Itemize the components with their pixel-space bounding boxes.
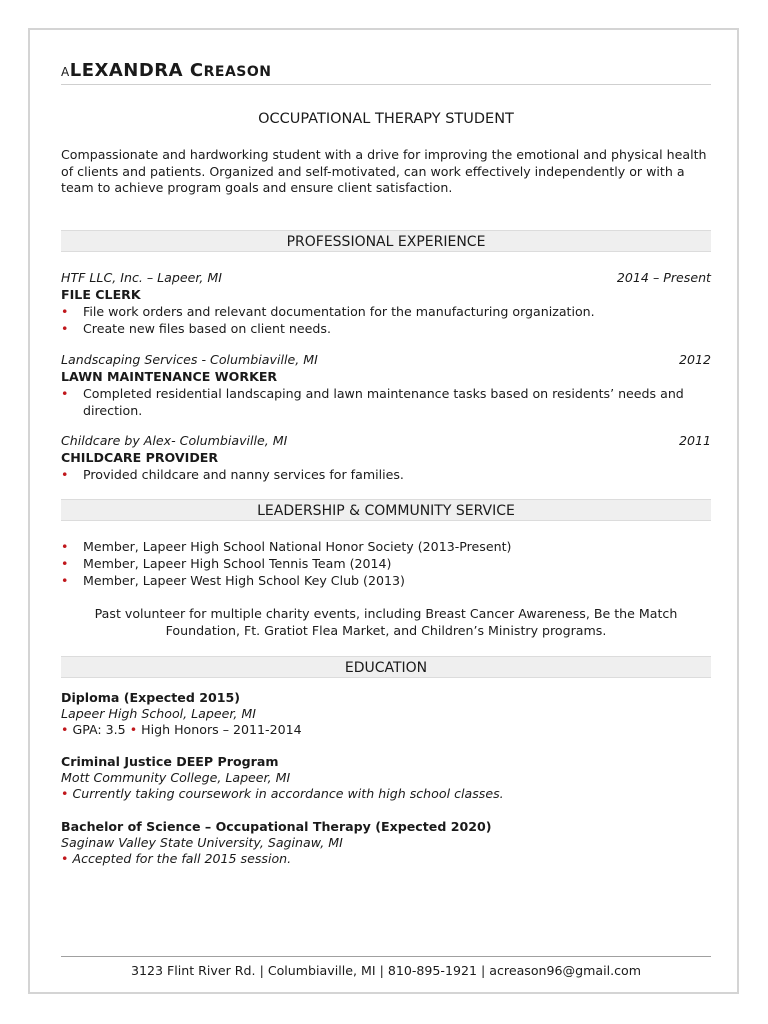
job-bullet: • Completed residential landscaping and lawn maintenance tasks based on residents’ needs and direction.	[61, 385, 711, 419]
job-dates: 2014 – Present	[616, 270, 711, 285]
job-org: Childcare by Alex- Columbiaville, MI	[61, 433, 288, 448]
job-title: CHILDCARE PROVIDER	[61, 450, 219, 465]
name-first-initial: A	[61, 65, 70, 79]
job-entry	[61, 269, 711, 337]
job-entry	[61, 351, 711, 419]
contact-footer	[61, 956, 711, 978]
section-experience: PROFESSIONAL EXPERIENCE	[61, 230, 711, 252]
section-leadership: LEADERSHIP & COMMUNITY SERVICE	[61, 499, 711, 521]
job-entry	[61, 432, 711, 483]
job-bullets	[61, 385, 711, 419]
candidate-name	[61, 60, 711, 85]
education-entry	[61, 819, 711, 867]
bullet-icon: •	[129, 722, 138, 737]
leadership-bullets	[61, 538, 711, 589]
job-title: FILE CLERK	[61, 287, 141, 302]
education-entry	[61, 690, 711, 738]
education-institution: Saginaw Valley State University, Saginaw, MI	[61, 835, 343, 850]
education-institution: Lapeer High School, Lapeer, MI	[61, 706, 256, 721]
footer-email[interactable]: acreason96@gmail.com	[489, 963, 642, 978]
leadership-list	[61, 538, 711, 589]
education-note	[61, 851, 711, 867]
education-note-text: Accepted for the fall 2015 session.	[72, 851, 292, 866]
job-header	[61, 351, 711, 368]
education-honors: High Honors – 2011-2014	[141, 722, 302, 737]
job-bullet: • File work orders and relevant documentation for the manufacturing organization.	[61, 303, 711, 320]
education-details	[61, 722, 711, 738]
section-education: EDUCATION	[61, 656, 711, 678]
bullet-icon: •	[61, 851, 69, 866]
bullet-icon: •	[61, 722, 69, 737]
name-first-rest: LEXANDRA	[69, 60, 184, 81]
job-org: HTF LLC, Inc. – Lapeer, MI	[61, 270, 223, 285]
job-header	[61, 432, 711, 449]
footer-phone: 810-895-1921	[387, 963, 478, 978]
job-title: LAWN MAINTENANCE WORKER	[61, 369, 278, 384]
volunteer-text: Past volunteer for multiple charity events, including Breast Cancer Awareness, Be the Match Foundation, Ft. Gratiot Flea Market, and Children’s Ministry programs.	[94, 606, 678, 638]
leadership-item: • Member, Lapeer High School National Honor Society (2013-Present)	[61, 538, 711, 555]
name-last-initial: C	[189, 60, 204, 81]
job-bullet: • Create new files based on client needs.	[61, 320, 711, 337]
leadership-item: • Member, Lapeer West High School Key Club (2013)	[61, 572, 711, 589]
job-org: Landscaping Services - Columbiaville, MI	[61, 352, 318, 367]
footer-address: 3123 Flint River Rd.	[130, 963, 256, 978]
job-header	[61, 269, 711, 286]
name-last-rest: REASON	[203, 64, 272, 80]
job-bullets	[61, 303, 711, 337]
headline: OCCUPATIONAL THERAPY STUDENT	[258, 111, 514, 127]
education-note	[61, 786, 711, 802]
job-bullet: • Provided childcare and nanny services for families.	[61, 466, 711, 483]
job-dates: 2012	[678, 352, 711, 367]
summary: Compassionate and hardworking student with a drive for improving the emotional and physical health of clients and patients. Organized and self-motivated, can work effectively independently or with a team to achieve program goals and ensure client satisfaction.	[61, 147, 707, 195]
footer-separator: |	[481, 963, 486, 978]
education-note-text: Currently taking coursework in accordance with high school classes.	[72, 786, 504, 801]
education-degree: Diploma (Expected 2015)	[61, 690, 241, 705]
footer-separator: |	[379, 963, 384, 978]
job-bullets	[61, 466, 711, 483]
bullet-icon: •	[61, 786, 69, 801]
education-entry	[61, 754, 711, 802]
education-degree: Criminal Justice DEEP Program	[61, 754, 279, 769]
resume-page	[28, 28, 739, 994]
leadership-item: • Member, Lapeer High School Tennis Team (2014)	[61, 555, 711, 572]
footer-separator: |	[259, 963, 264, 978]
education-institution: Mott Community College, Lapeer, MI	[61, 770, 291, 785]
footer-city: Columbiaville, MI	[267, 963, 376, 978]
education-degree: Bachelor of Science – Occupational Therapy (Expected 2020)	[61, 819, 492, 834]
education-gpa: GPA: 3.5	[72, 722, 126, 737]
job-dates: 2011	[678, 433, 711, 448]
